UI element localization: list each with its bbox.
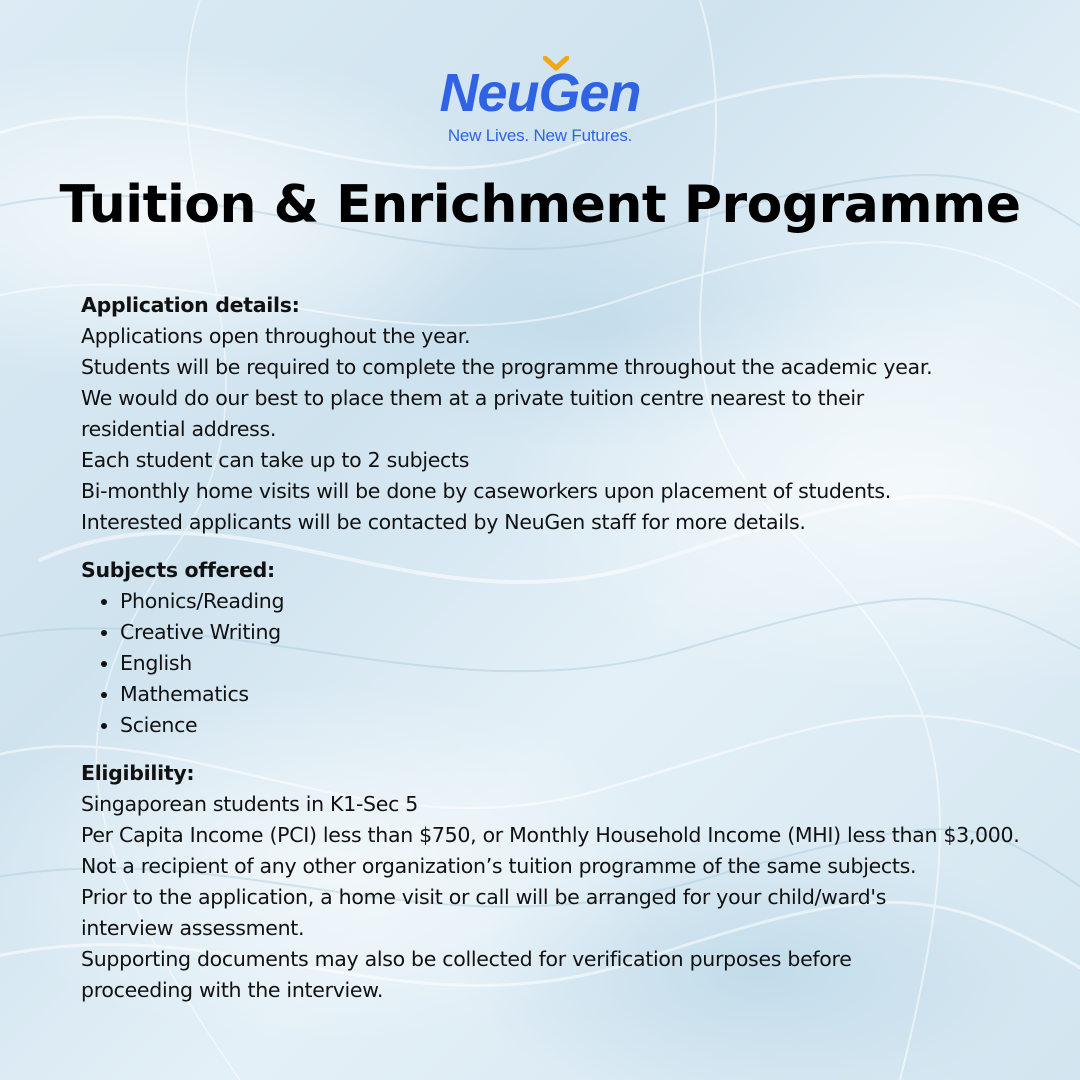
- eligibility-line: Singaporean students in K1-Sec 5: [81, 792, 418, 816]
- page-title: Tuition & Enrichment Programme: [59, 175, 1021, 235]
- eligibility-line: Prior to the application, a home visit or call will be arranged for your child/ward's interview assessment.: [81, 885, 887, 940]
- eligibility-line: Supporting documents may also be collected for verification purposes before proceeding with the interview.: [81, 947, 852, 1002]
- application-line: Students will be required to complete the programme throughout the academic year.: [81, 355, 933, 379]
- logo-wordmark: [439, 62, 640, 124]
- logo: [0, 62, 1080, 146]
- subjects-list: [81, 586, 1041, 741]
- application-line: Interested applicants will be contacted by NeuGen staff for more details.: [81, 510, 806, 534]
- body-text: [81, 290, 1041, 1006]
- application-line: Each student can take up to 2 subjects: [81, 448, 470, 472]
- subjects-heading: Subjects offered:: [81, 558, 275, 582]
- eligibility-line: Not a recipient of any other organization’s tuition programme of the same subjects.: [81, 854, 917, 878]
- chevron-down-icon: [543, 56, 569, 72]
- subject-item: • English: [120, 648, 1041, 679]
- application-details-section: [81, 290, 1041, 538]
- application-line: Applications open throughout the year.: [81, 324, 471, 348]
- eligibility-heading: Eligibility:: [81, 761, 195, 785]
- application-line: Bi-monthly home visits will be done by caseworkers upon placement of students.: [81, 479, 891, 503]
- eligibility-line: Per Capita Income (PCI) less than $750, or Monthly Household Income (MHI) less than $3,000.: [81, 823, 1020, 847]
- subjects-section: [81, 555, 1041, 741]
- subject-item: • Science: [120, 710, 1041, 741]
- application-line: We would do our best to place them at a private tuition centre nearest to their residential address.: [81, 386, 864, 441]
- application-details-heading: Application details:: [81, 293, 300, 317]
- eligibility-section: [81, 758, 1041, 1006]
- logo-tagline: New Lives. New Futures.: [447, 126, 633, 145]
- subject-item: • Phonics/Reading: [120, 586, 1041, 617]
- subject-item: • Mathematics: [120, 679, 1041, 710]
- subject-item: • Creative Writing: [120, 617, 1041, 648]
- logo-name: NeuGen: [439, 63, 641, 123]
